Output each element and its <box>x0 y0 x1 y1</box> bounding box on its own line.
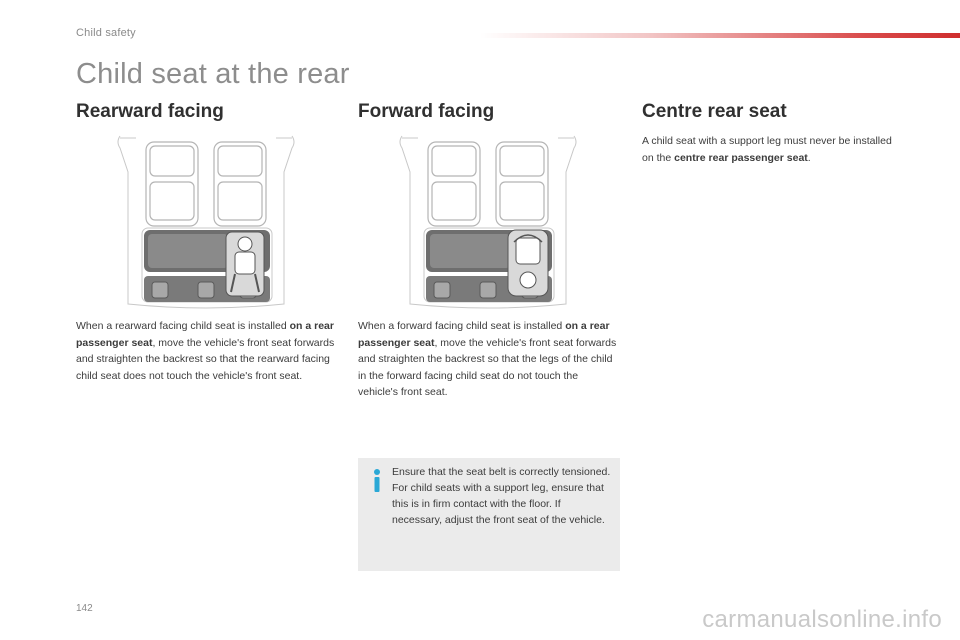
centre-rear-seat-heading: Centre rear seat <box>642 101 787 122</box>
page-number: 142 <box>76 603 93 614</box>
info-box-text: Ensure that the seat belt is correctly tensioned. For child seats with a support leg, ensure that this is in firm contact with the floor. If necessary, adjust the front seat of the vehicle. <box>392 466 611 526</box>
forward-facing-text: When a forward facing child seat is installed on a rear passenger seat, move the vehicle's front seat forwards and straighten the backrest so that the legs of the child in the forward facing child seat do not touch the vehicle's front seat. <box>358 320 617 398</box>
running-header: Child safety <box>76 27 136 39</box>
forward-facing-illustration <box>396 132 580 312</box>
rearward-facing-text: When a rearward facing child seat is installed on a rear passenger seat, move the vehicle's front seat forwards and straighten the backrest so that the rearward facing child seat does not touch the vehicle's front seat. <box>76 320 335 382</box>
info-icon <box>370 468 384 494</box>
page-title: Child seat at the rear <box>76 58 350 90</box>
watermark: carmanualsonline.info <box>702 606 942 633</box>
header-accent-rule <box>480 33 960 38</box>
forward-facing-heading: Forward facing <box>358 101 495 122</box>
rearward-facing-heading: Rearward facing <box>76 101 224 122</box>
centre-rear-seat-text: A child seat with a support leg must never be installed on the centre rear passenger seat. <box>642 135 892 164</box>
info-box <box>358 458 620 571</box>
rearward-facing-illustration <box>114 132 298 312</box>
